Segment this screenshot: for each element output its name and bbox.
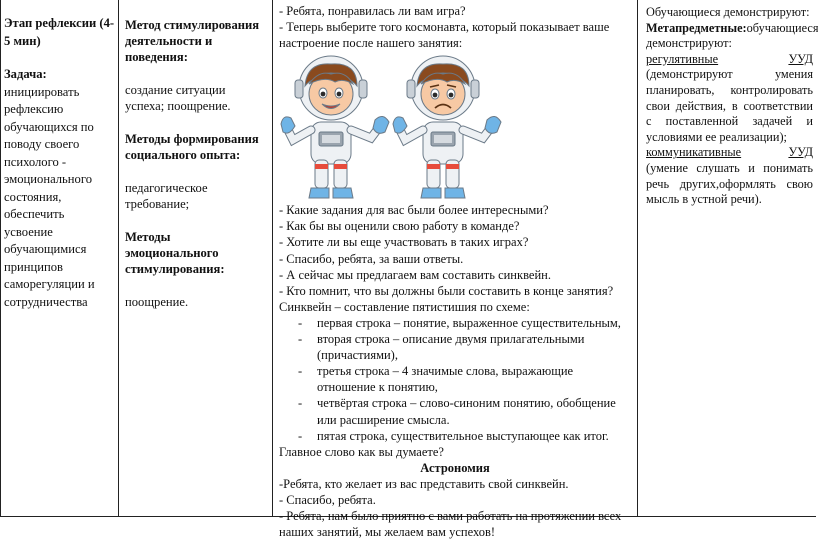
cinquain-scheme-list	[279, 315, 631, 444]
list-item: - четвёртая строка – слово-синоним понятию, обобщение или расширение смысла.	[279, 395, 631, 427]
dialog-line: - Кто помнит, что вы должны были составить в конце занятия?	[279, 283, 614, 298]
regulative-text: (демонстрируют умения планировать, контролировать свои действия, в соответствии с поставленной задачей и условиями ее реализации);	[646, 67, 813, 144]
meta-text: обучающиеся демонстрируют:	[646, 20, 818, 51]
list-item: - пятая строка, существительное выступающее как итог.	[279, 428, 631, 444]
communicative-text: (умение слушать и понимать речь других,оформлять свою мысль в устной речи).	[646, 160, 813, 207]
dialog-line: - Спасибо, ребята, за ваши ответы.	[279, 251, 464, 266]
column-divider-2	[272, 0, 273, 516]
activity-column	[279, 0, 631, 540]
dialog-line: -Ребята, кто желает из вас представить свой синквейн.	[279, 476, 569, 491]
task-text: инициировать рефлексию обучающихся по поводу своего психолого - эмоционального состояния, обеспечить усвоение обучающимися принципов саморегуляции и сотрудничества	[4, 84, 95, 309]
dialog-line: - Спасибо, ребята.	[279, 492, 376, 507]
happy-astronaut-icon	[279, 52, 389, 202]
stage-title: Этап рефлексии (4-5 мин)	[4, 16, 115, 48]
method-heading-1: Метод стимулирования деятельности и поведения:	[125, 18, 260, 64]
list-item: - первая строка – понятие, выраженное существительным,	[279, 315, 631, 331]
list-item: - вторая строка – описание двумя прилагательными (причастиями),	[279, 331, 631, 363]
method-text-2: педагогическое требование;	[125, 181, 208, 211]
results-column	[646, 0, 818, 516]
results-intro: Обучающиеся демонстрируют:	[646, 5, 810, 19]
dialog-line: Синквейн – составление пятистишия по схеме:	[279, 299, 530, 314]
dialog-line: - Ребята, понравилась ли вам игра?	[279, 4, 466, 18]
method-heading-3: Методы эмоционального стимулирования:	[125, 230, 225, 276]
table-border-left	[0, 0, 1, 516]
method-heading-2: Методы формирования социального опыта:	[125, 132, 259, 162]
methods-column	[125, 0, 265, 516]
column-divider-3	[637, 0, 638, 516]
astronaut-illustration	[279, 52, 631, 202]
method-text-3: поощрение.	[125, 295, 189, 309]
dialog-line: - Теперь выберите того космонавта, который показывает ваше настроение после нашего занятия:	[279, 20, 610, 51]
answer-word: Астрономия	[420, 460, 490, 475]
stage-column	[4, 0, 116, 516]
meta-label: Метапредметные:	[646, 20, 747, 35]
dialog-line: - Какие задания для вас были более интересными?	[279, 203, 549, 218]
method-text-1: создание ситуации успеха; поощрение.	[125, 83, 231, 113]
list-item: - третья строка – 4 значимые слова, выражающие отношение к понятию,	[279, 363, 631, 395]
task-label: Задача:	[4, 67, 47, 81]
dialog-line: - А сейчас мы предлагаем вам составить синквейн.	[279, 267, 551, 282]
dialog-line: - Как бы вы оценили свою работу в команде?	[279, 219, 520, 234]
regulative-heading: регулятивные УУД	[646, 51, 813, 66]
dialog-line: - Хотите ли вы еще участвовать в таких играх?	[279, 235, 529, 250]
column-divider-1	[118, 0, 119, 516]
dialog-line: Главное слово как вы думаете?	[279, 444, 444, 459]
sad-astronaut-icon	[391, 52, 501, 202]
communicative-heading: коммуникативные УУД	[646, 145, 813, 160]
dialog-line: - Ребята, нам было приятно с вами работать на протяжении всех наших занятий, мы желаем вам успехов!	[279, 509, 622, 540]
